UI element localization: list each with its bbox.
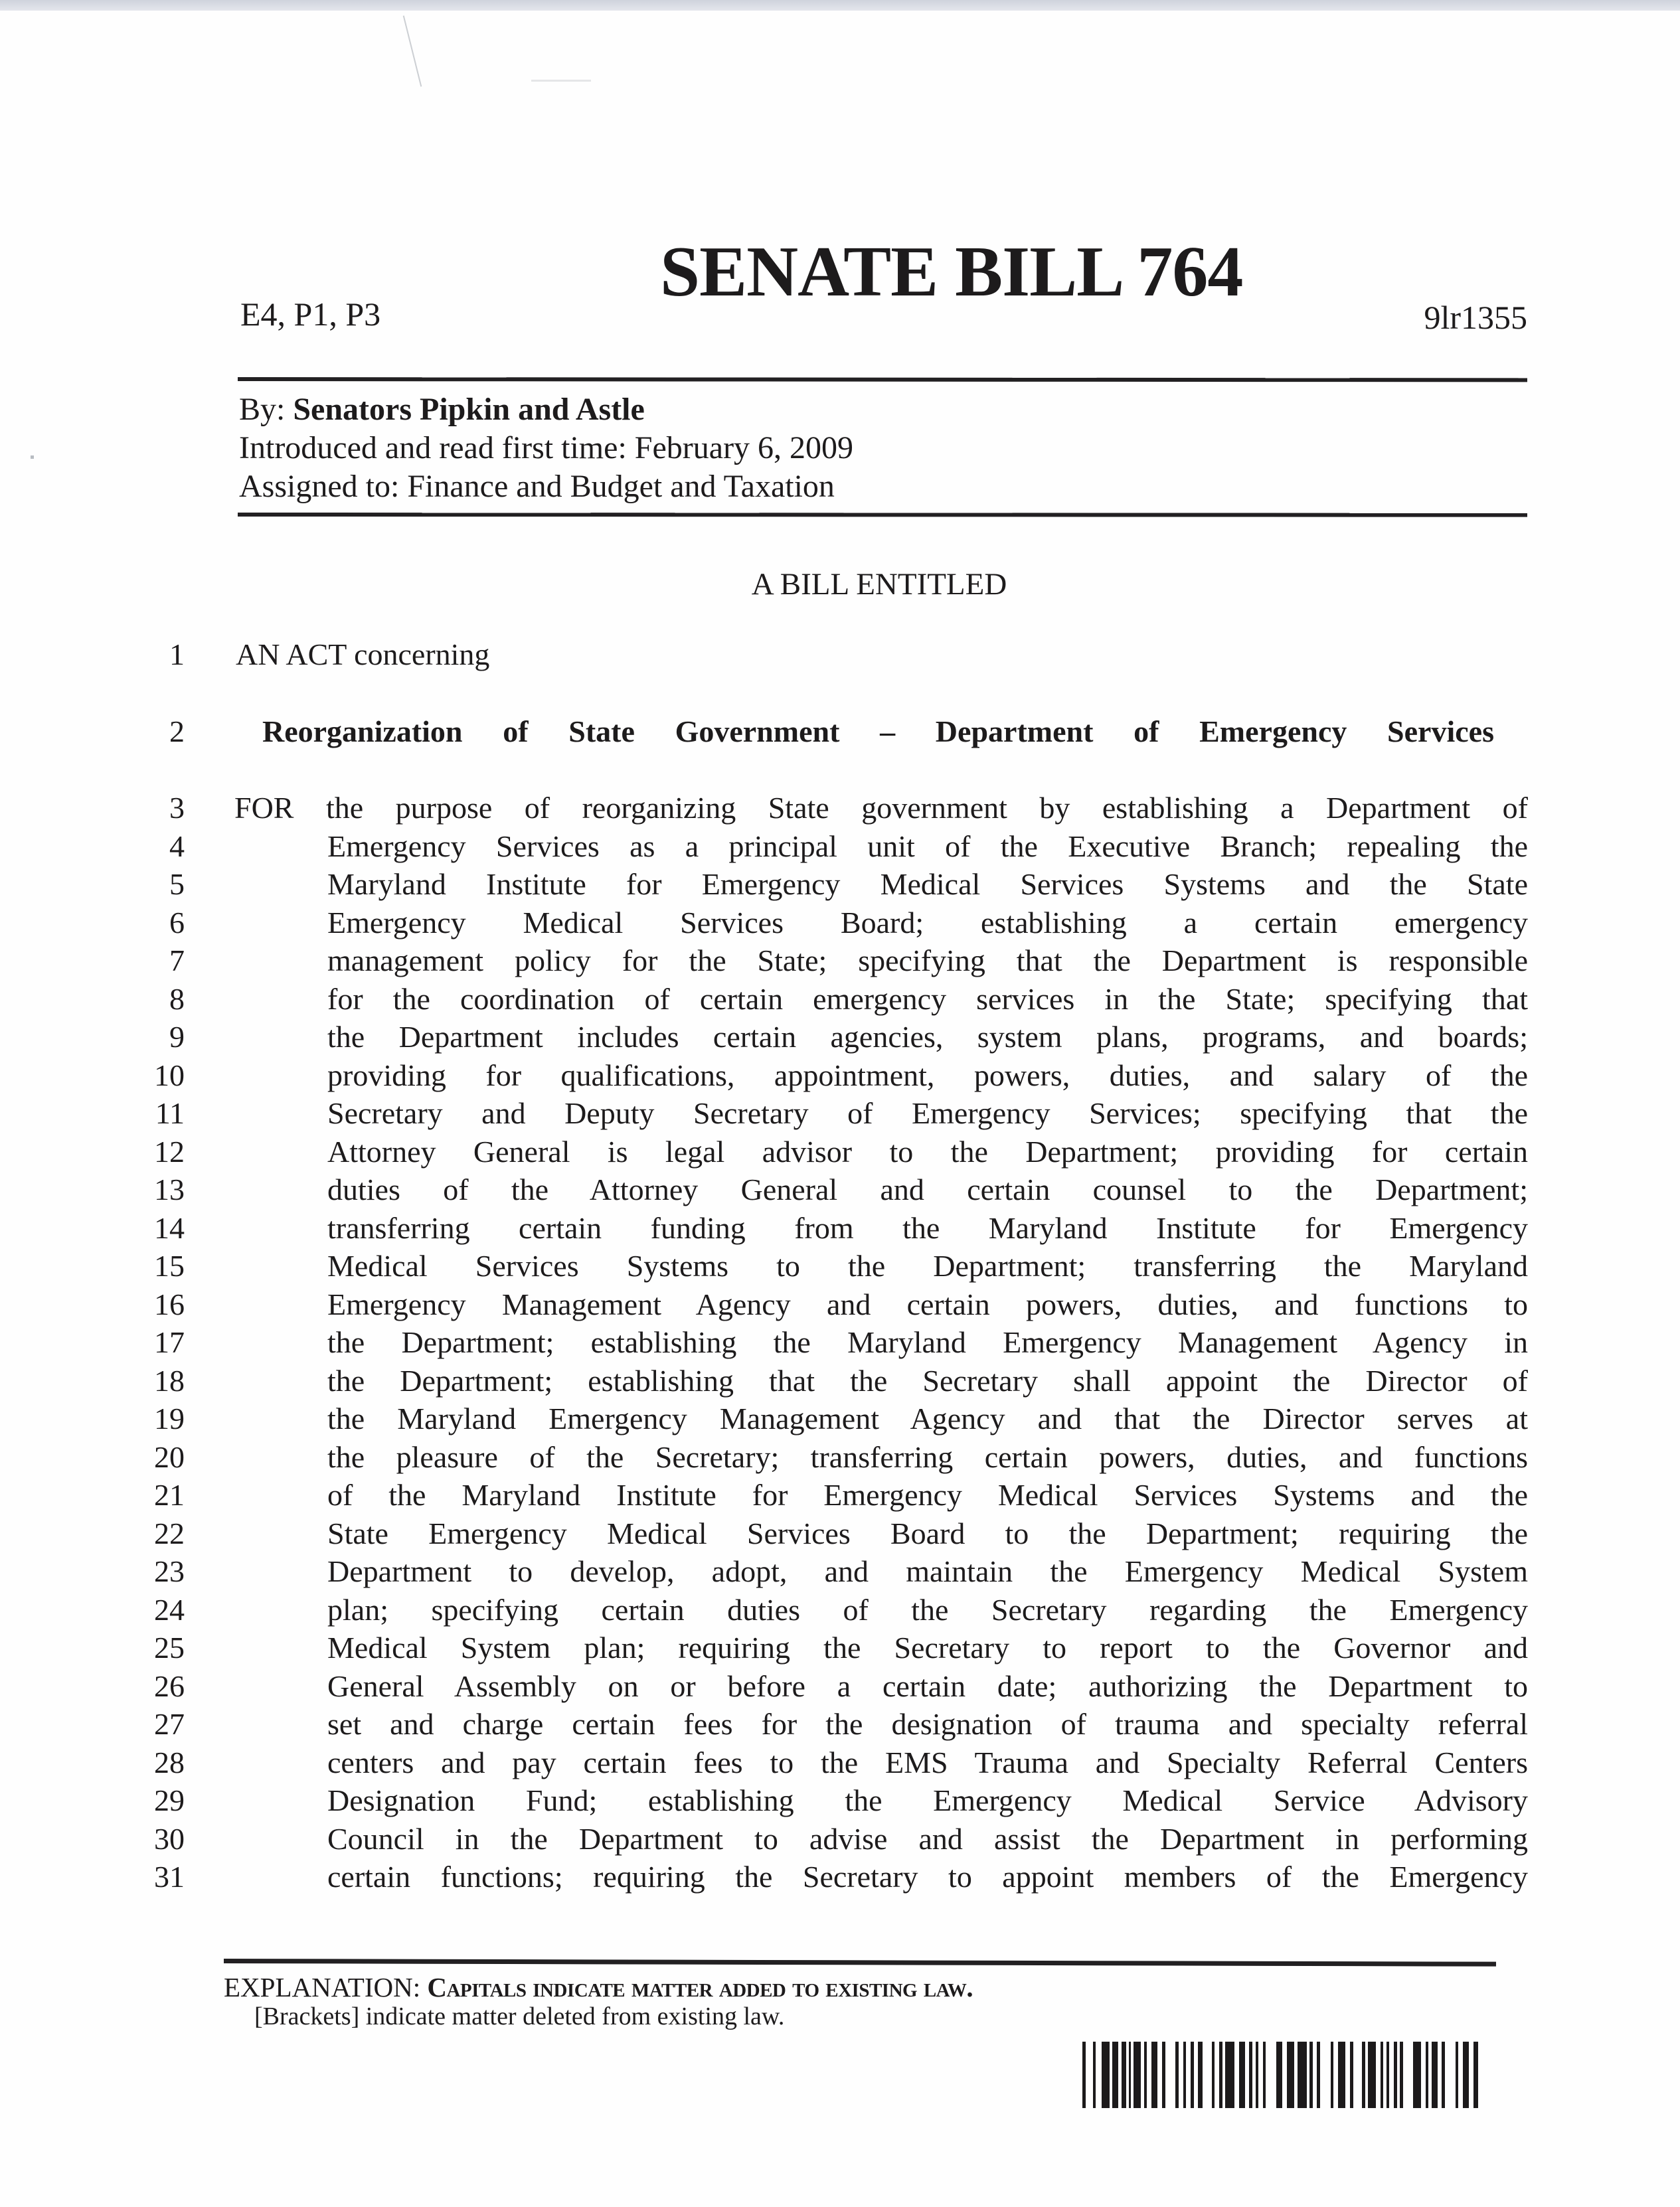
- line-text: Department to develop, adopt, and maintain the Emergency Medical System: [327, 1554, 1528, 1588]
- barcode-gap: [1445, 2042, 1456, 2108]
- line-number: 10: [154, 1058, 185, 1092]
- barcode-gap: [1469, 2042, 1473, 2108]
- line-number: 28: [154, 1745, 185, 1779]
- bill-entitled-heading: A BILL ENTITLED: [751, 567, 1007, 602]
- line-number: 7: [169, 943, 185, 977]
- barcode-bar: [1287, 2042, 1294, 2108]
- barcode-gap: [1438, 2042, 1442, 2108]
- barcode-gap: [1345, 2042, 1350, 2108]
- header-bottom-rule: [238, 513, 1527, 517]
- barcode-gap: [1234, 2042, 1239, 2108]
- line-number: 8: [169, 981, 185, 1016]
- brackets-note: [Brackets] indicate matter deleted from existing law.: [254, 2003, 785, 2030]
- barcode-bar: [1239, 2042, 1245, 2108]
- line-text: FOR the purpose of reorganizing State government by establishing a Department of: [234, 791, 1528, 825]
- line-text: Council in the Department to advise and assist the Department in performing: [327, 1821, 1528, 1856]
- line-number: 19: [154, 1402, 185, 1435]
- line-number: 21: [154, 1478, 185, 1512]
- sponsor-names: Senators Pipkin and Astle: [293, 392, 645, 427]
- line-text: the pleasure of the Secretary; transferring certain powers, duties, and functions: [327, 1439, 1528, 1474]
- barcode-gap: [1179, 2042, 1183, 2108]
- barcode-bar: [1198, 2042, 1203, 2108]
- barcode-gap: [1157, 2042, 1162, 2108]
- assigned-line: Assigned to: Finance and Budget and Taxation: [239, 469, 835, 504]
- barcode-bar: [1225, 2042, 1234, 2108]
- barcode-bar: [1432, 2042, 1438, 2108]
- line-number: 23: [154, 1554, 185, 1588]
- line-number: 24: [154, 1592, 185, 1627]
- line-text: Emergency Services as a principal unit of the Executive Branch; repealing the: [327, 829, 1528, 863]
- barcode-gap: [1403, 2042, 1414, 2108]
- line-number: 6: [169, 905, 185, 940]
- barcode-gap: [1313, 2042, 1317, 2108]
- barcode-gap: [1282, 2042, 1287, 2108]
- header-top-rule: [238, 377, 1527, 382]
- line-text: duties of the Attorney General and certain counsel to the Department;: [327, 1173, 1528, 1206]
- line-text: the Department; establishing the Maryland Emergency Management Agency in: [327, 1325, 1528, 1359]
- scan-mark: [403, 15, 422, 86]
- line-text: providing for qualifications, appointment, powers, duties, and salary of the: [327, 1058, 1528, 1092]
- barcode-gap: [1165, 2042, 1176, 2108]
- barcode-bar: [1473, 2042, 1478, 2108]
- barcode-gap: [1215, 2042, 1219, 2108]
- line-number: 18: [154, 1363, 185, 1398]
- barcode-bar: [1134, 2042, 1141, 2108]
- barcode-gap: [1458, 2042, 1463, 2108]
- barcode-bar: [1298, 2042, 1307, 2108]
- barcode-bar: [1463, 2042, 1469, 2108]
- barcode-bar: [1102, 2042, 1109, 2108]
- line-text: Medical System plan; requiring the Secretary to report to the Governor and: [327, 1631, 1528, 1665]
- sponsor-line: [239, 390, 645, 429]
- line-number: 14: [154, 1210, 185, 1245]
- line-text: Attorney General is legal advisor to the Department; providing for certain: [327, 1134, 1528, 1169]
- bill-subject-heading: Reorganization of State Government – Department of Emergency Services: [262, 714, 1494, 748]
- line-text: the Department; establishing that the Secretary shall appoint the Director of: [327, 1363, 1528, 1398]
- line-text: Designation Fund; establishing the Emergency Medical Service Advisory: [327, 1783, 1528, 1817]
- line-text: management policy for the State; specifying that the Department is responsible: [327, 943, 1528, 977]
- barcode: [1082, 2042, 1478, 2108]
- line-number: 30: [154, 1821, 185, 1856]
- line-number: 15: [154, 1249, 185, 1283]
- barcode-bar: [1151, 2042, 1157, 2108]
- line-number: 11: [155, 1096, 185, 1130]
- line-text: centers and pay certain fees to the EMS Trauma and Specialty Referral Centers: [327, 1745, 1528, 1779]
- line-number: 5: [169, 867, 185, 901]
- line-text: Secretary and Deputy Secretary of Emergency Services; specifying that the: [327, 1096, 1528, 1130]
- line-number: 31: [154, 1860, 185, 1894]
- by-label: By:: [239, 392, 286, 427]
- barcode-gap: [1353, 2042, 1363, 2108]
- line-number: 4: [169, 829, 185, 863]
- scan-mark: [31, 455, 34, 459]
- line-text: transferring certain funding from the Maryland Institute for Emergency: [327, 1210, 1528, 1245]
- line-number: 1: [169, 637, 185, 671]
- barcode-gap: [1320, 2042, 1331, 2108]
- line-text: AN ACT concerning: [236, 637, 490, 671]
- barcode-gap: [1186, 2042, 1191, 2108]
- line-number: 12: [154, 1134, 185, 1169]
- line-number: 3: [169, 791, 185, 825]
- line-text: the Department includes certain agencies, system plans, programs, and boards;: [327, 1020, 1528, 1054]
- line-text: Emergency Medical Services Board; establishing a certain emergency: [327, 905, 1528, 940]
- scan-edge: [0, 0, 1680, 11]
- bill-title: SENATE BILL 764: [660, 232, 1243, 311]
- line-text: plan; specifying certain duties of the Secretary regarding the Emergency: [327, 1592, 1528, 1627]
- line-text: Maryland Institute for Emergency Medical Services Systems and the State: [327, 867, 1528, 901]
- barcode-gap: [1203, 2042, 1212, 2108]
- line-text: of the Maryland Institute for Emergency Medical Services Systems and the: [327, 1478, 1528, 1512]
- line-number: 29: [154, 1783, 185, 1817]
- drafting-number: 9lr1355: [1424, 299, 1527, 336]
- barcode-gap: [1376, 2042, 1381, 2108]
- line-number: 20: [154, 1439, 185, 1474]
- line-text: General Assembly on or before a certain date; authorizing the Department to: [327, 1669, 1528, 1703]
- classification-codes: E4, P1, P3: [240, 295, 381, 333]
- explanation-line: [224, 1971, 973, 2004]
- line-text: Medical Services Systems to the Department; transferring the Maryland: [327, 1249, 1528, 1283]
- line-number: 2: [169, 714, 185, 748]
- introduced-line: Introduced and read first time: February 6, 2009: [239, 430, 854, 465]
- line-text: certain functions; requiring the Secretary to appoint members of the Emergency: [327, 1860, 1528, 1894]
- barcode-gap: [1421, 2042, 1426, 2108]
- barcode-bar: [1338, 2042, 1345, 2108]
- explanation-label: EXPLANATION:: [224, 1972, 421, 2003]
- barcode-gap: [1389, 2042, 1394, 2108]
- line-number: 25: [154, 1631, 185, 1665]
- barcode-gap: [1333, 2042, 1338, 2108]
- line-text: set and charge certain fees for the designation of trauma and specialty referral: [327, 1707, 1528, 1741]
- barcode-bar: [1112, 2042, 1118, 2108]
- line-text: Emergency Management Agency and certain powers, duties, and functions to: [327, 1287, 1528, 1321]
- line-number: 13: [154, 1173, 185, 1206]
- barcode-bar: [1122, 2042, 1126, 2108]
- line-number: 17: [154, 1325, 185, 1359]
- barcode-gap: [1086, 2042, 1093, 2108]
- line-text: the Maryland Emergency Management Agency and that the Director serves at: [327, 1402, 1528, 1435]
- line-number: 26: [154, 1669, 185, 1703]
- barcode-bar: [1413, 2042, 1420, 2108]
- line-text: for the coordination of certain emergency services in the State; specifying that: [327, 981, 1528, 1016]
- line-text: State Emergency Medical Services Board to the Department; requiring the: [327, 1516, 1528, 1550]
- scan-mark: [531, 80, 591, 82]
- capitals-note: Capitals indicate matter added to existing law.: [427, 1972, 973, 2003]
- barcode-gap: [1194, 2042, 1199, 2108]
- barcode-gap: [1096, 2042, 1102, 2108]
- barcode-gap: [1245, 2042, 1250, 2108]
- line-number: 27: [154, 1707, 185, 1741]
- footer-rule: [224, 1959, 1496, 1967]
- barcode-gap: [1266, 2042, 1276, 2108]
- barcode-gap: [1147, 2042, 1151, 2108]
- line-number: 16: [154, 1287, 185, 1321]
- line-number: 9: [169, 1020, 185, 1054]
- line-number: 22: [154, 1516, 185, 1550]
- barcode-bar: [1276, 2042, 1282, 2108]
- barcode-bar: [1368, 2042, 1375, 2108]
- barcode-gap: [1258, 2042, 1263, 2108]
